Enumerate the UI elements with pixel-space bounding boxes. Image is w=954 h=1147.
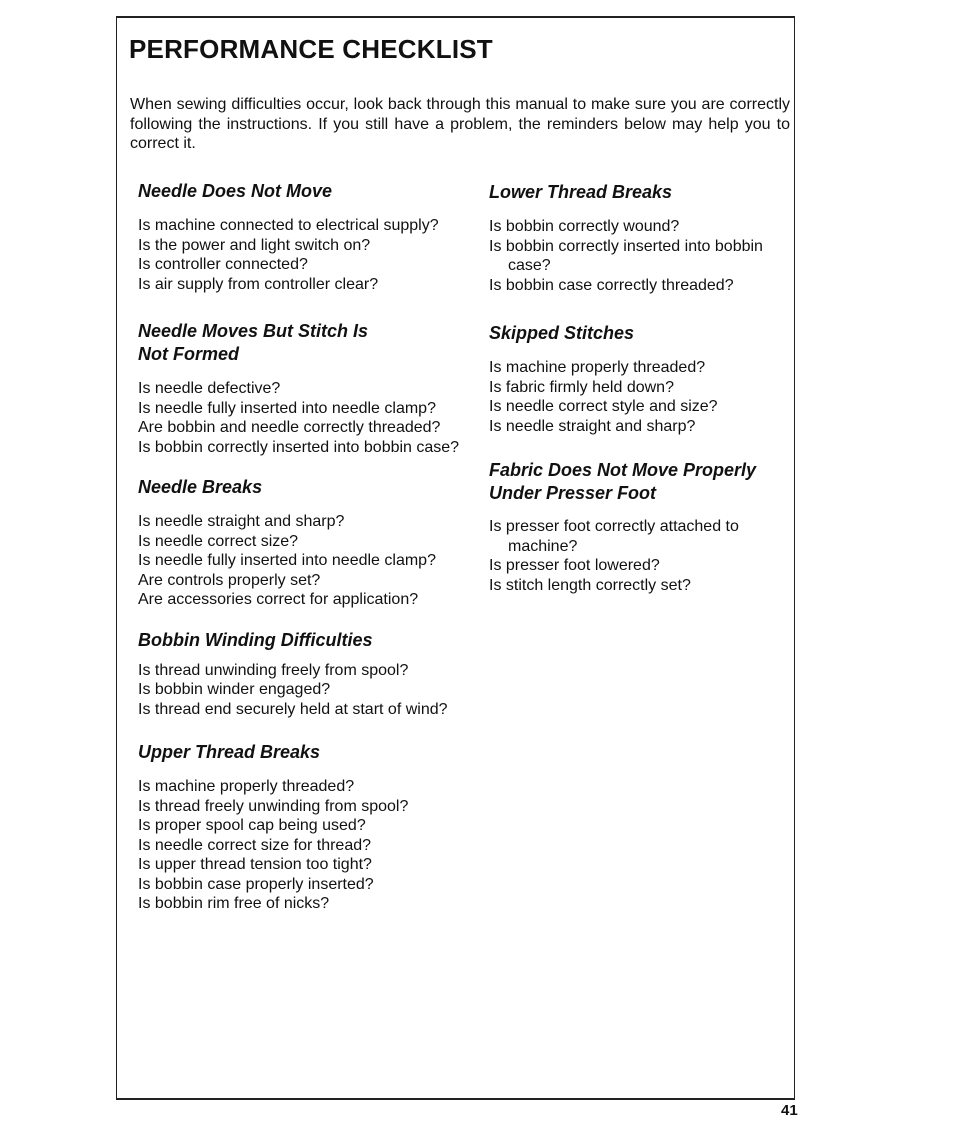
checklist [138, 777, 473, 914]
section-heading: Upper Thread Breaks [138, 742, 321, 762]
section-heading: Needle Moves But Stitch Is Not Formed [138, 321, 369, 364]
checklist [138, 216, 473, 294]
checklist-item: Is presser foot lowered? [489, 557, 660, 574]
checklist [489, 517, 789, 595]
right-column [489, 181, 789, 595]
checklist-item: Is machine properly threaded? [489, 359, 706, 376]
checklist [138, 379, 473, 457]
checklist-item: Is machine connected to electrical supply? [138, 217, 439, 234]
checklist-item: Is needle correct size for thread? [138, 836, 372, 854]
section-heading: Needle Breaks [138, 477, 263, 497]
checklist-item: Is bobbin rim free of nicks? [138, 895, 330, 912]
section-needle-does-not-move [138, 180, 473, 294]
checklist-item: Is controller connected? [138, 256, 308, 273]
intro-paragraph: When sewing difficulties occur, look back through this manual to make sure you are correctly following the instructions. If you still have a problem, the reminders below may help you to correct it. [130, 96, 790, 152]
checklist-item: Is needle defective? [138, 380, 281, 397]
checklist-item: Is machine properly threaded? [138, 778, 355, 795]
checklist-item: Are controls properly set? [138, 571, 321, 589]
checklist-item: Is bobbin correctly inserted into bobbin case? [489, 237, 763, 274]
section-heading: Lower Thread Breaks [489, 182, 673, 202]
checklist-item: Is bobbin correctly wound? [489, 218, 680, 235]
checklist-item: Is bobbin case properly inserted? [138, 875, 374, 893]
checklist-item: Is fabric firmly held down? [489, 378, 674, 396]
checklist [489, 358, 789, 436]
section-lower-thread-breaks [489, 181, 789, 295]
checklist-item: Is needle fully inserted into needle clamp? [138, 399, 436, 417]
checklist-item: Is proper spool cap being used? [138, 817, 366, 834]
section-bobbin-winding-difficulties [138, 629, 473, 720]
checklist-item: Is thread freely unwinding from spool? [138, 797, 409, 815]
checklist-item: Is presser foot correctly attached to machine? [489, 518, 739, 555]
checklist-item: Is bobbin winder engaged? [138, 681, 331, 698]
checklist-item: Is needle correct style and size? [489, 398, 718, 415]
checklist-item: Is bobbin case correctly threaded? [489, 276, 734, 294]
section-heading: Bobbin Winding Difficulties [138, 629, 373, 650]
checklist-item: Is needle fully inserted into needle clamp? [138, 552, 436, 569]
section-needle-breaks [138, 476, 473, 610]
checklist-item: Are bobbin and needle correctly threaded? [138, 419, 441, 436]
checklist-item: Is thread end securely held at start of wind? [138, 700, 448, 718]
checklist-item: Is upper thread tension too tight? [138, 856, 372, 873]
checklist-item: Is bobbin correctly inserted into bobbin case? [138, 438, 460, 456]
checklist-item: Is needle straight and sharp? [489, 417, 696, 435]
page-title: PERFORMANCE CHECKLIST [129, 34, 493, 64]
checklist [489, 217, 789, 295]
section-skipped-stitches [489, 322, 789, 436]
section-heading: Needle Does Not Move [138, 181, 333, 201]
checklist-item: Is thread unwinding freely from spool? [138, 661, 409, 679]
checklist [138, 512, 473, 610]
section-upper-thread-breaks [138, 741, 473, 914]
checklist-item: Is the power and light switch on? [138, 236, 371, 254]
checklist-item: Is stitch length correctly set? [489, 576, 691, 594]
section-heading: Skipped Stitches [489, 323, 635, 343]
checklist-item: Is air supply from controller clear? [138, 275, 379, 293]
page-number: 41 [781, 1102, 798, 1119]
section-fabric-does-not-move [489, 459, 789, 595]
section-needle-moves-but-stitch-not-formed [138, 320, 473, 457]
section-heading: Fabric Does Not Move Properly Under Presser Foot [489, 460, 757, 503]
checklist-item: Are accessories correct for application? [138, 591, 419, 608]
checklist-item: Is needle straight and sharp? [138, 513, 345, 530]
checklist-item: Is needle correct size? [138, 532, 299, 550]
checklist [138, 661, 473, 720]
left-column [138, 180, 473, 914]
